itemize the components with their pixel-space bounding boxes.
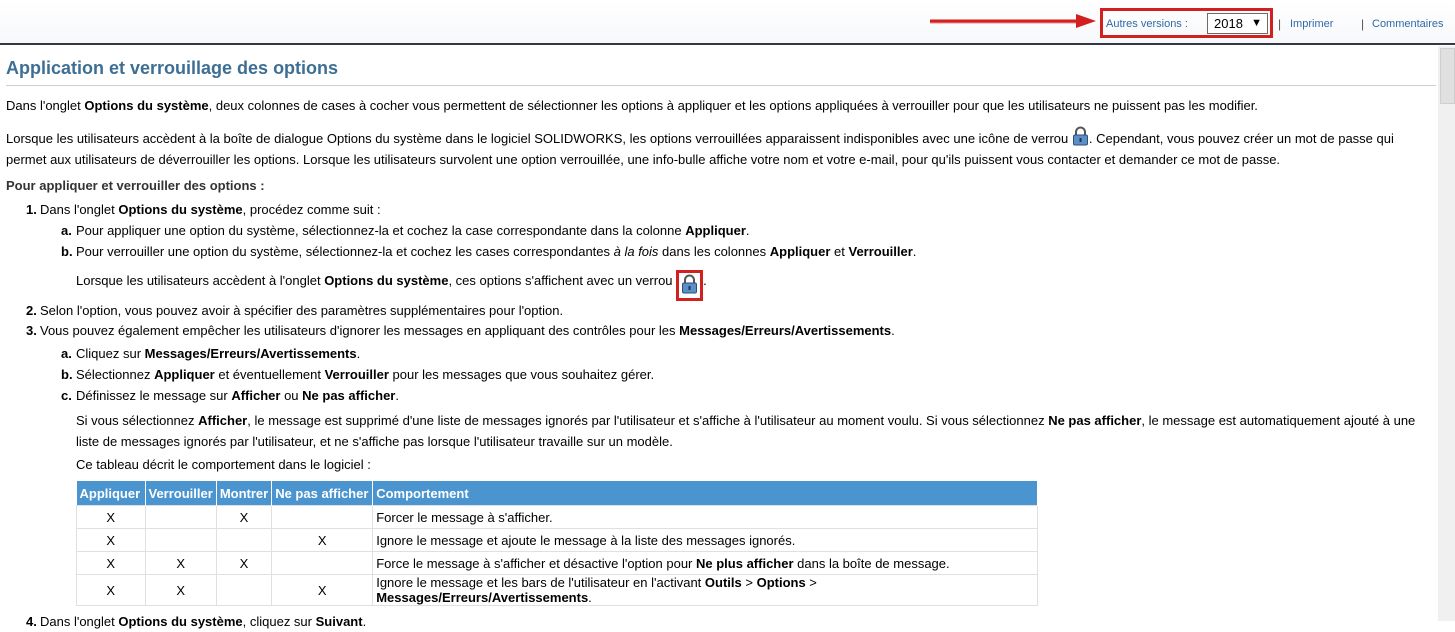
table-cell: X bbox=[216, 552, 271, 575]
table-cell bbox=[216, 575, 271, 606]
table-cell: Ignore le message et les bars de l'utilisateur en l'activant Outils > Options > Messages/Erreurs/Avertissements. bbox=[373, 575, 1038, 606]
step-3-note: Si vous sélectionnez Afficher, le message est supprimé d'une liste de messages ignorés par l'utilisateur et s'affiche à l'utilisateur au moment voulu. Si vous sélectionnez Ne pas afficher, le message est automatiquement ajouté à une liste de messages ignorés par l'utilisateur, et ne s'affiche pas lorsque l'utilisateur travaille sur un modèle. bbox=[76, 413, 1416, 449]
column-header: Ne pas afficher bbox=[272, 481, 373, 506]
table-cell: X bbox=[77, 552, 146, 575]
behavior-table bbox=[76, 481, 1038, 606]
table-cell bbox=[145, 529, 216, 552]
column-header: Appliquer bbox=[77, 481, 146, 506]
step-1b: b. Pour verrouiller une option du système, sélectionnez-la et cochez les cases correspondantes à la fois dans les colonnes Appliquer et Verrouiller. bbox=[61, 244, 917, 259]
page-title: Application et verrouillage des options bbox=[6, 58, 339, 78]
table-row bbox=[77, 506, 1038, 529]
table-cell: X bbox=[145, 575, 216, 606]
red-arrow-annotation bbox=[928, 12, 1098, 30]
table-row bbox=[77, 552, 1038, 575]
separator: | bbox=[1278, 17, 1282, 31]
table-cell bbox=[216, 529, 271, 552]
table-row bbox=[77, 529, 1038, 552]
table-cell: X bbox=[216, 506, 271, 529]
lock-icon bbox=[1072, 126, 1089, 146]
separator: | bbox=[1361, 17, 1365, 31]
column-header: Verrouiller bbox=[145, 481, 216, 506]
table-cell: Ignore le message et ajoute le message à la liste des messages ignorés. bbox=[373, 529, 1038, 552]
table-header-row bbox=[77, 481, 1038, 506]
version-selected-value: 2018 bbox=[1214, 16, 1243, 31]
lock-highlight-box bbox=[676, 270, 703, 301]
step-4: 4. Dans l'onglet Options du système, cliquez sur Suivant. bbox=[26, 614, 367, 629]
table-row bbox=[77, 575, 1038, 606]
intro-paragraph: Dans l'onglet Options du système, deux colonnes de cases à cocher vous permettent de sélectionner les options à appliquer et les options appliquées à verrouiller pour que les utilisateurs ne puissent pas les modifier. bbox=[6, 98, 1258, 113]
step-3: 3. Vous pouvez également empêcher les utilisateurs d'ignorer les messages en appliquant des contrôles pour les Messages/Erreurs/Avertissements. bbox=[26, 323, 895, 338]
lock-paragraph: Lorsque les utilisateurs accèdent à la boîte de dialogue Options du système dans le logiciel SOLIDWORKS, les options verrouillées apparaissent indisponibles avec une icône de verrou . Cependant, vous pouvez créer un mot de passe qui permet aux utilisateurs de déverrouiller les options. Lorsque les utilisateurs survolent une option verrouillée, une info-bulle affiche votre nom et votre e-mail, pour qu'ils puissent vous contacter et demander ce mot de passe. bbox=[6, 126, 1436, 170]
vertical-scrollbar[interactable] bbox=[1438, 46, 1455, 621]
column-header: Montrer bbox=[216, 481, 271, 506]
table-cell: X bbox=[272, 575, 373, 606]
table-cell: X bbox=[272, 529, 373, 552]
table-cell: Force le message à s'afficher et désactive l'option pour Ne plus afficher dans la boîte de message. bbox=[373, 552, 1038, 575]
table-cell bbox=[145, 506, 216, 529]
step-3a: a. Cliquez sur Messages/Erreurs/Avertissements. bbox=[61, 346, 361, 361]
table-cell: Forcer le message à s'afficher. bbox=[373, 506, 1038, 529]
procedure-heading: Pour appliquer et verrouiller des options : bbox=[6, 178, 265, 193]
table-intro: Ce tableau décrit le comportement dans le logiciel : bbox=[76, 457, 371, 472]
chevron-down-icon: ▼ bbox=[1251, 17, 1262, 29]
step-3c: c. Définissez le message sur Afficher ou Ne pas afficher. bbox=[61, 388, 399, 403]
print-link[interactable]: Imprimer bbox=[1290, 18, 1334, 30]
table-cell bbox=[272, 552, 373, 575]
title-divider bbox=[6, 85, 1436, 86]
step-1a: a. Pour appliquer une option du système, sélectionnez-la et cochez la case correspondante dans la colonne Appliquer. bbox=[61, 223, 750, 238]
table-cell: X bbox=[77, 529, 146, 552]
table-cell: X bbox=[77, 506, 146, 529]
step-1: 1. Dans l'onglet Options du système, procédez comme suit : bbox=[26, 202, 381, 217]
step-1-note: Lorsque les utilisateurs accèdent à l'onglet Options du système, ces options s'affichent avec un verrou . bbox=[6, 270, 1436, 301]
table-cell: X bbox=[77, 575, 146, 606]
lock-icon bbox=[681, 274, 698, 294]
other-versions-label: Autres versions : bbox=[1106, 18, 1188, 30]
table-cell bbox=[272, 506, 373, 529]
column-header: Comportement bbox=[373, 481, 1038, 506]
top-toolbar bbox=[0, 0, 1455, 45]
step-2: 2. Selon l'option, vous pouvez avoir à spécifier des paramètres supplémentaires pour l'option. bbox=[26, 303, 564, 318]
step-3b: b. Sélectionnez Appliquer et éventuellement Verrouiller pour les messages que vous souhaitez gérer. bbox=[61, 367, 655, 382]
version-dropdown[interactable] bbox=[1207, 13, 1268, 34]
table-cell: X bbox=[145, 552, 216, 575]
scrollbar-thumb[interactable] bbox=[1440, 48, 1455, 104]
comments-link[interactable]: Commentaires bbox=[1372, 18, 1444, 30]
main-content bbox=[6, 46, 1436, 632]
